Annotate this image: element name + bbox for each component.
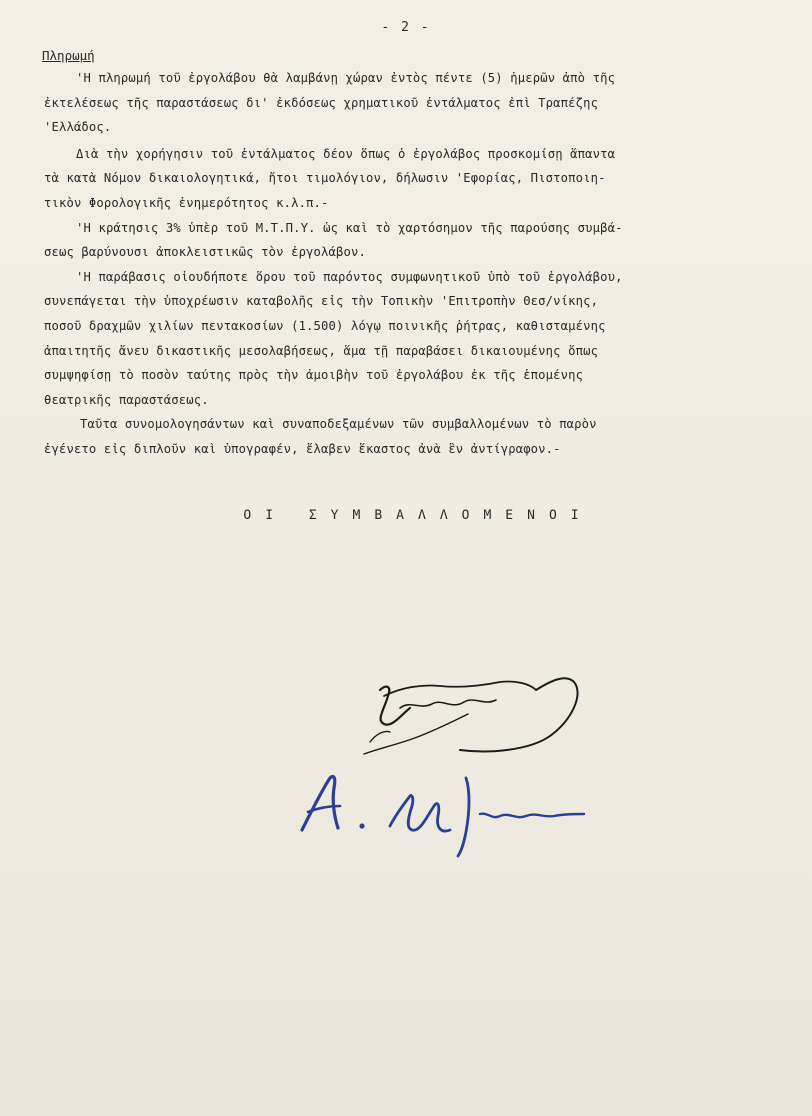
signature-black: [340, 650, 600, 760]
page-number: - 2 -: [381, 20, 431, 35]
text-line: συνεπάγεται τὴν ὑποχρέωσιν καταβολῆς εἰς τὴν Τοπικὴν 'Επιτροπὴν Θεσ/νίκης,: [44, 294, 599, 309]
signature-blue: [290, 760, 590, 860]
section-heading: Πληρωμή: [42, 48, 95, 63]
text-line: ἐγένετο εἰς διπλοῦν καὶ ὑπογραφέν, ἔλαβεν ἕκαστος ἀνὰ ἓν ἀντίγραφον.-: [44, 441, 561, 456]
text-line: ποσοῦ δραχμῶν χιλίων πεντακοσίων (1.500) λόγῳ ποινικῆς ῥήτρας, καθισταμένης: [44, 318, 606, 333]
document-body: [44, 66, 804, 462]
text-line: τικὸν Φορολογικῆς ἐνημερότητος κ.λ.π.-: [44, 195, 329, 210]
text-line: Ταῦτα συνομολογησάντων καὶ συναποδεξαμένων τῶν συμβαλλομένων τὸ παρὸν: [80, 417, 597, 432]
text-line: θεατρικῆς παραστάσεως.: [44, 392, 209, 407]
text-line: συμψηφίσῃ τὸ ποσὸν ταύτης πρὸς τὴν ἀμοιβὴν τοῦ ἐργολάβου ἐκ τῆς ἑπομένης: [44, 368, 584, 383]
text-line: 'Η παράβασις οἱουδήποτε ὅρου τοῦ παρόντος συμφωνητικοῦ ὑπὸ τοῦ ἐργολάβου,: [76, 269, 623, 284]
text-line: 'Η πληρωμή τοῦ ἐργολάβου θὰ λαμβάνῃ χώραν ἐντὸς πέντε (5) ἡμερῶν ἀπὸ τῆς: [76, 71, 616, 85]
text-line: 'Η κράτησις 3% ὑπὲρ τοῦ Μ.Τ.Π.Υ. ὡς καὶ τὸ χαρτόσημον τῆς παρούσης συμβά-: [76, 220, 623, 235]
text-line: ἀπαιτητῆς ἄνευ δικαστικῆς μεσολαβήσεως, ἅμα τῇ παραβάσει δικαιουμένης ὅπως: [44, 343, 599, 358]
text-line: 'Ελλάδος.: [44, 120, 112, 135]
text-line: σεως βαρύνουσι ἀποκλειστικῶς τὸν ἐργολάβον.: [44, 245, 366, 260]
text-line: ἐκτελέσεως τῆς παραστάσεως δι' ἐκδόσεως χρηματικοῦ ἐντάλματος ἐπὶ Τραπέζης: [44, 95, 599, 110]
text-line: τὰ κατὰ Νόμον δικαιολογητικά, ἤτοι τιμολόγιον, δήλωσιν 'Εφορίας, Πιστοποιη-: [44, 171, 606, 186]
parties-heading: ΟΙ ΣΥΜΒΑΛΛΟΜΕΝΟΙ: [243, 508, 593, 523]
text-line: Διὰ τὴν χορήγησιν τοῦ ἐντάλματος δέον ὅπως ὁ ἐργολάβος προσκομίσῃ ἅπαντα: [76, 146, 616, 161]
